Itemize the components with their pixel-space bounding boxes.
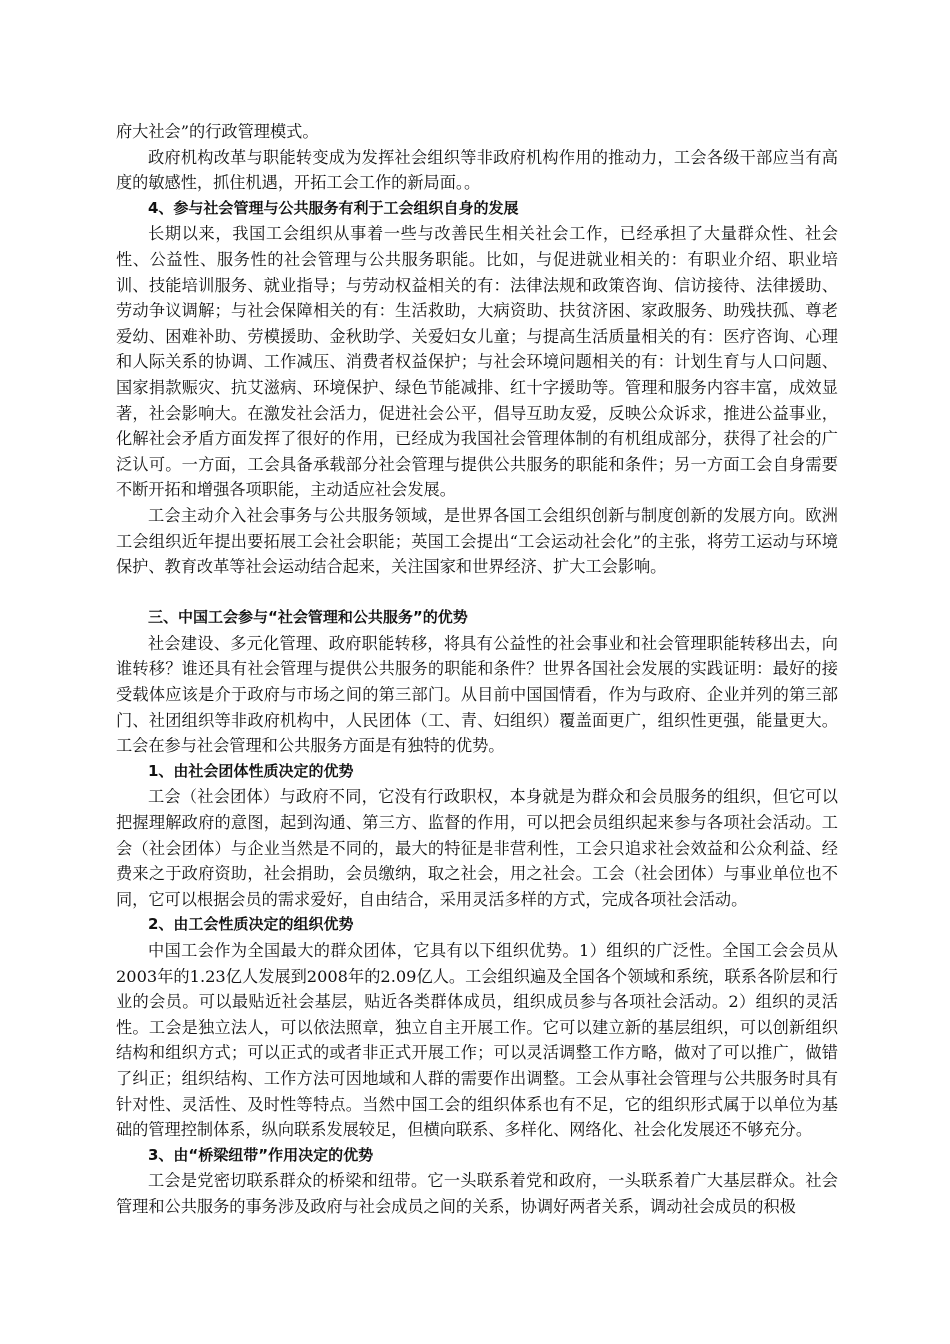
paragraph: 长期以来，我国工会组织从事着一些与改善民生相关社会工作，已经承担了大量群众性、社会性、公益性、服务性的社会管理与公共服务职能。比如，与促进就业相关的：有职业介绍、职业培训、技能培训服务、就业指导；与劳动权益相关的有：法律法规和政策咨询、信访接待、法律援助、劳动争议调解；与社会保障相关的有：生活救助，大病资助、扶贫济困、家政服务、助残扶孤、尊老爱幼、困难补助、劳模援助、金秋助学、关爱妇女儿童；与提高生活质量相关的有：医疗咨询、心理和人际关系的协调、工作减压、消费者权益保护；与社会环境问题相关的有：计划生育与人口问题、国家捐款赈灾、抗艾滋病、环境保护、绿色节能减排、红十字援助等。管理和服务内容丰富，成效显著，社会影响大。在激发社会活力，促进社会公平，倡导互助友爱，反映公众诉求，推进公益事业，化解社会矛盾方面发挥了很好的作用，已经成为我国社会管理体制的有机组成部分，获得了社会的广泛认可。一方面，工会具备承载部分社会管理与提供公共服务的职能和条件；另一方面工会自身需要不断开拓和增强各项职能，主动适应社会发展。 bbox=[116, 224, 838, 500]
paragraph: 工会（社会团体）与政府不同，它没有行政职权，本身就是为群众和会员服务的组织，但它可以把握理解政府的意图，起到沟通、第三方、监督的作用，可以把会员组织起来参与各项社会活动。工会（社会团体）与企业当然是不同的，最大的特征是非营利性，工会只追求社会效益和公众利益、经费来之于政府资助，社会捐助，会员缴纳，取之社会，用之社会。工会（社会团体）与事业单位也不同，它可以根据会员的需求爱好，自由结合，采用灵活多样的方式，完成各项社会活动。 bbox=[116, 787, 838, 909]
blank-line bbox=[116, 580, 838, 606]
section-heading: 1、由社会团体性质决定的优势 bbox=[148, 761, 354, 780]
section-heading: 2、由工会性质决定的组织优势 bbox=[148, 915, 354, 934]
paragraph: 中国工会作为全国最大的群众团体，它具有以下组织优势。1）组织的广泛性。全国工会会员从2003年的1.23亿人发展到2008年的2.09亿人。工会组织遍及全国各个领域和系统，联系各阶层和行业的会员。可以最贴近社会基层，贴近各类群体成员，组织成员参与各项社会活动。2）组织的灵活性。工会是独立法人，可以依法照章，独立自主开展工作。它可以建立新的基层组织，可以创新组织结构和组织方式；可以正式的或者非正式开展工作；可以灵活调整工作方略，做对了可以推广，做错了纠正；组织结构、工作方法可因地域和人群的需要作出调整。工会从事社会管理与公共服务时具有针对性、灵活性、及时性等特点。当然中国工会的组织体系也有不足，它的组织形式属于以单位为基础的管理控制体系，纵向联系发展较足，但横向联系、多样化、网络化、社会化发展还不够充分。 bbox=[116, 941, 838, 1140]
paragraph: 政府机构改革与职能转变成为发挥社会组织等非政府机构作用的推动力，工会各级干部应当有高度的敏感性，抓住机遇，开拓工会工作的新局面。。 bbox=[116, 147, 838, 193]
paragraph: 工会是党密切联系群众的桥梁和纽带。它一头联系着党和政府，一头联系着广大基层群众。社会管理和公共服务的事务涉及政府与社会成员之间的关系，协调好两者关系，调动社会成员的积极 bbox=[116, 1171, 838, 1216]
chapter-heading: 三、中国工会参与“社会管理和公共服务”的优势 bbox=[148, 608, 468, 627]
paragraph: 工会主动介入社会事务与公共服务领域，是世界各国工会组织创新与制度创新的发展方向。欧洲工会组织近年提出要拓展工会社会职能；英国工会提出“工会运动社会化”的主张，将劳工运动与环境保护、教育改革等社会运动结合起来，关注国家和世界经济、扩大工会影响。 bbox=[116, 505, 838, 577]
section-heading: 3、由“桥梁纽带”作用决定的优势 bbox=[148, 1145, 374, 1164]
section-heading: 4、参与社会管理与公共服务有利于工会组织自身的发展 bbox=[148, 198, 519, 217]
paragraph: 府大社会”的行政管理模式。 bbox=[116, 122, 319, 141]
paragraph: 社会建设、多元化管理、政府职能转移，将具有公益性的社会事业和社会管理职能转移出去，向谁转移？谁还具有社会管理与提供公共服务的职能和条件？世界各国社会发展的实践证明：最好的接受载体应该是介于政府与市场之间的第三部门。从目前中国国情看，作为与政府、企业并列的第三部门、社团组织等非政府机构中，人民团体（工、青、妇组织）覆盖面更广，组织性更强，能量更大。工会在参与社会管理和公共服务方面是有独特的优势。 bbox=[116, 633, 838, 756]
document-page bbox=[116, 119, 838, 1220]
